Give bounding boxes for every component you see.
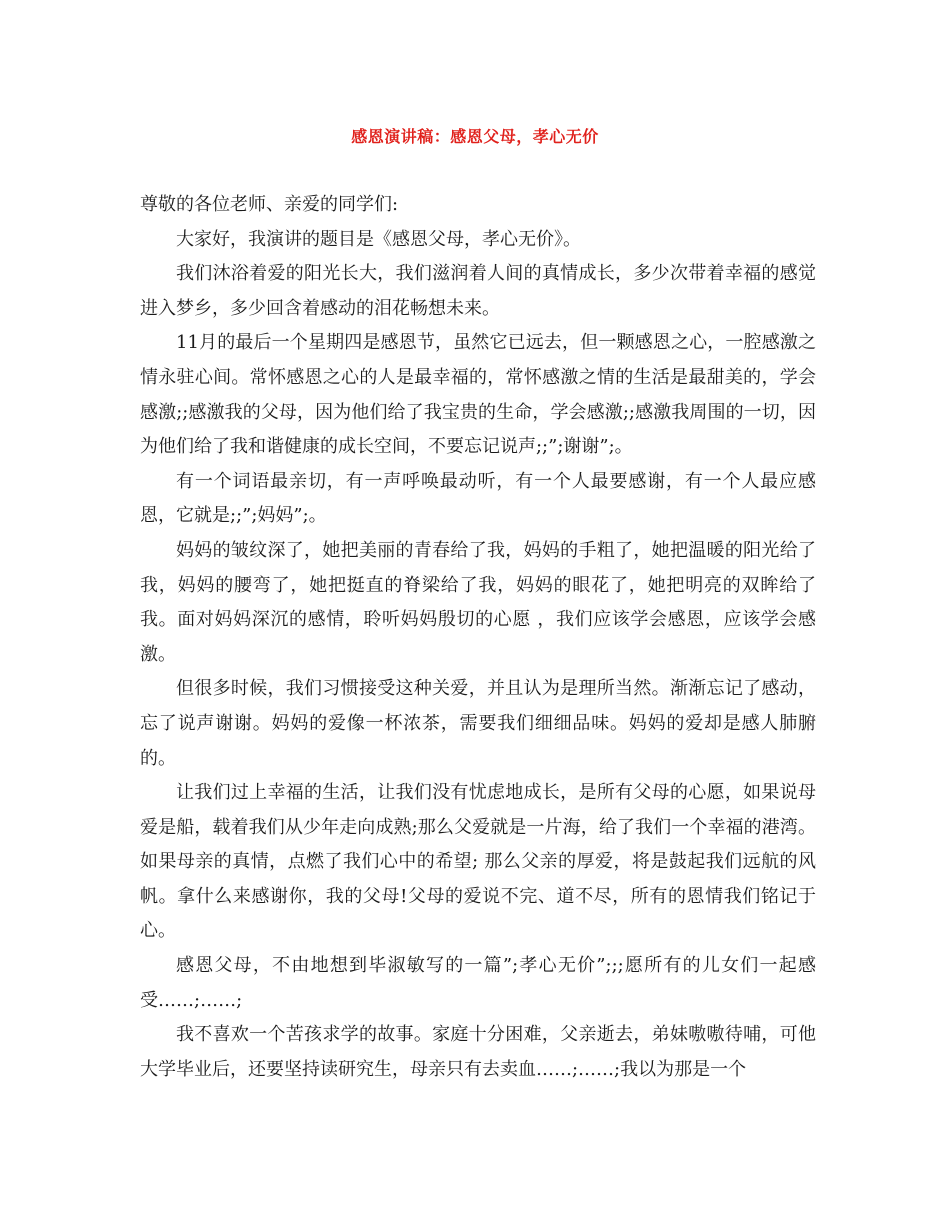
paragraph-thanksgiving: 11月的最后一个星期四是感恩节，虽然它已远去，但一颗感恩之心，一腔感激之情永驻心间。常怀感恩之心的人是最幸福的，常怀感激之情的生活是最甜美的，学会感激;;感激我的父母，因为他们给了我宝贵的生命，学会感激;;感激我周围的一切，因为他们给了我和谐健康的成长空间，不要忘记说声;;”;谢谢”;。 <box>140 332 816 458</box>
paragraph-mother-wrinkles: 妈妈的皱纹深了，她把美丽的青春给了我，妈妈的手粗了，她把温暖的阳光给了我，妈妈的腰弯了，她把挺直的脊梁给了我，妈妈的眼花了，她把明亮的双眸给了我。面对妈妈深沉的感情，聆听妈妈殷切的心愿 ，我们应该学会感恩，应该学会感激。 <box>140 539 816 665</box>
document-title: 感恩演讲稿：感恩父母，孝心无价 <box>351 127 599 146</box>
document-body <box>140 188 816 1087</box>
paragraph-dearest-word: 有一个词语最亲切，有一声呼唤最动听，有一个人最要感谢，有一个人最应感恩，它就是;;”;妈妈”;。 <box>140 470 816 527</box>
paragraph-greeting: 大家好，我演讲的题目是《感恩父母，孝心无价》。 <box>176 228 581 250</box>
salutation: 尊敬的各位老师、亲爱的同学们: <box>140 194 399 215</box>
paragraph-sunshine: 我们沐浴着爱的阳光长大，我们滋润着人间的真情成长，多少次带着幸福的感觉进入梦乡，多少回含着感动的泪花畅想未来。 <box>140 263 816 319</box>
paragraph-student-story: 我不喜欢一个苦孩求学的故事。家庭十分困难，父亲逝去，弟妹嗷嗷待哺，可他大学毕业后，还要坚持读研究生，母亲只有去卖血……;……;我以为那是一个 <box>140 1024 816 1080</box>
paragraph-taken-for-granted: 但很多时候，我们习惯接受这种关爱，并且认为是理所当然。渐渐忘记了感动，忘了说声谢谢。妈妈的爱像一杯浓茶，需要我们细细品味。妈妈的爱却是感人肺腑的。 <box>140 678 816 769</box>
paragraph-parents-love: 让我们过上幸福的生活，让我们没有忧虑地成长，是所有父母的心愿，如果说母爱是船，载着我们从少年走向成熟;那么父爱就是一片海，给了我们一个幸福的港湾。如果母亲的真情，点燃了我们心中的希望; 那么父亲的厚爱，将是鼓起我们远航的风帆。拿什么来感谢你，我的父母!父母的爱说不完、道不尽，所有的恩情我们铭记于心。 <box>140 782 816 942</box>
paragraph-bi-shumin: 感恩父母，不由地想到毕淑敏写的一篇”;孝心无价”;;;愿所有的儿女们一起感受……;……; <box>140 955 816 1011</box>
